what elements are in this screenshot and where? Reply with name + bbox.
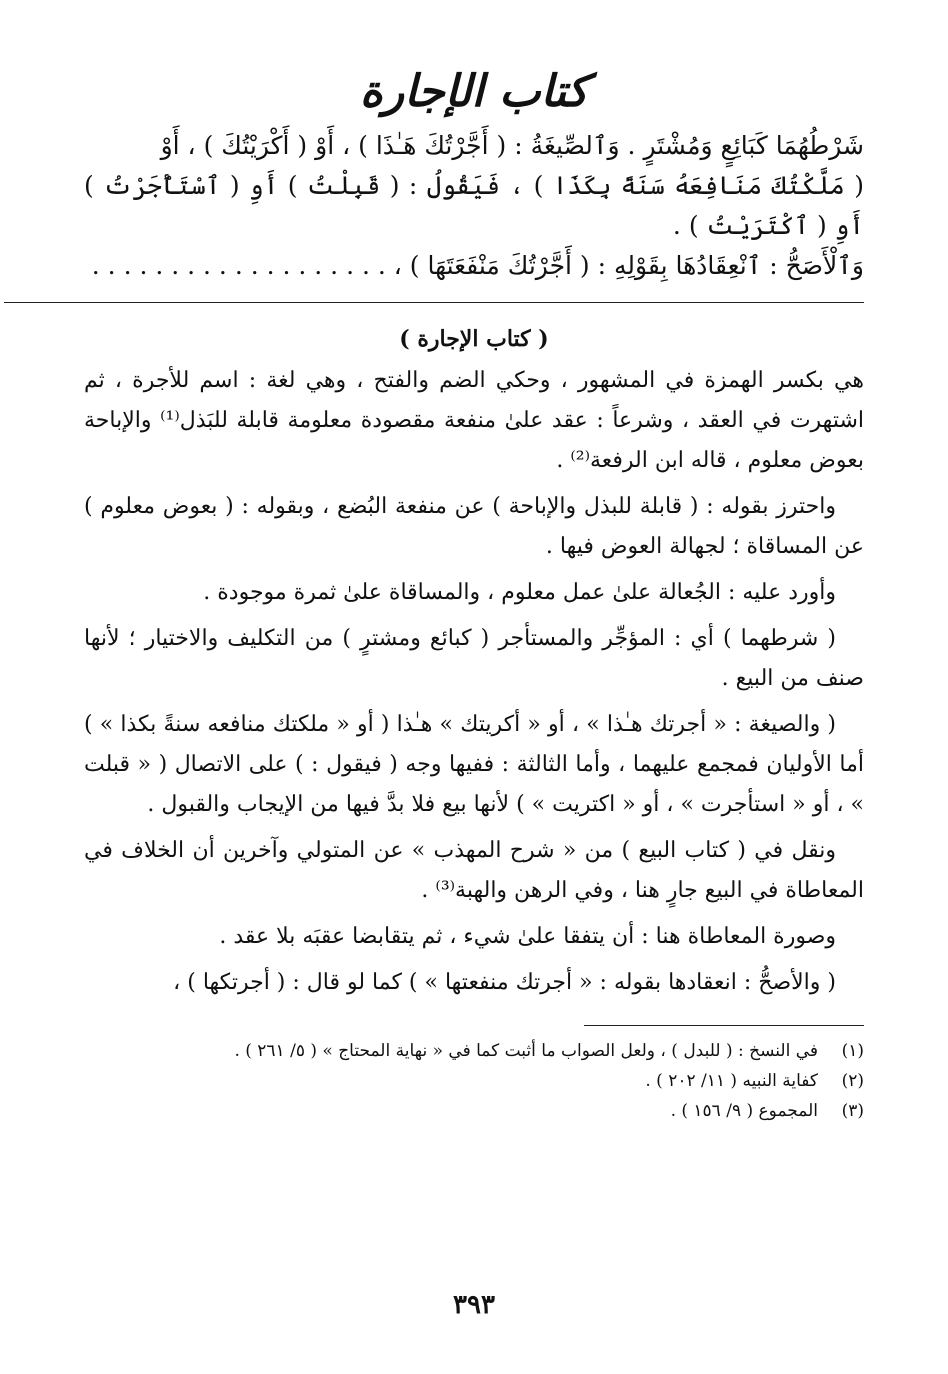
footnote-number: (٢) [841,1071,864,1091]
commentary [84,321,864,1003]
footnote-number: (٣) [841,1101,864,1121]
book-title: كتاب الإجارة [359,66,589,117]
footnote-text: في النسخ : ( للبدل ) ، ولعل الصواب ما أثبت كما في « نهاية المحتاج » ( ٥/ ٢٦١ ) . [234,1041,818,1061]
footnote [84,1096,864,1126]
commentary-paragraph: واحترز بقوله : ( قابلة للبذل والإباحة ) عن منفعة البُضع ، وبقوله : ( بعوض معلوم ) عن المساقاة ؛ لجهالة العوض فيها . [84,494,864,559]
commentary-paragraph: وأورد عليه : الجُعالة علىٰ عمل معلوم ، والمساقاة علىٰ ثمرة موجودة . [203,580,836,605]
commentary-title: ( كتاب الإجارة ) [399,326,549,352]
commentary-paragraph: ( والصيغة : « أجرتك هـٰذا » ، أو « أكريتك » هـٰذا ( أو « ملكتك منافعه سنةً بكذا » ) أما الأوليان فمجمع عليهما ، وأما الثالثة : ففيها وجه ( فيقول : ) على الاتصال ( « قبلت » ، أو « استأجرت » ، أو « اكتريت » ) لأنها بيع فلا بدَّ فيها من الإيجاب والقبول . [84,712,864,817]
commentary-paragraph: ( والأصحُّ : انعقادها بقوله : « أجرتك منفعتها » ) كما لو قال : ( أجرتكها ) ، [173,970,836,995]
page-content [84,60,864,1126]
footnotes [84,1036,864,1126]
matn-line: ( مَلَّكْتُكَ مَنَافِعَهُ سَنَةً بِكَذَا ) ، فَيَقُولُ : ( قَبِلْتُ ) أَوِ ( ٱسْتَأْجَرْتُ ) أَوِ ( ٱكْتَرَيْتُ ) . [84,171,864,240]
main-text [84,126,864,286]
matn-line: وَٱلْأَصَحُّ : ٱنْعِقَادُهَا بِقَوْلِهِ : ( أَجَّرْتُكَ مَنْفَعَتَهَا ) ، . . . . . . . . . . . . . . . . . . . [91,251,864,280]
footnote-text: المجموع ( ٩/ ١٥٦ ) . [670,1101,818,1121]
footnote [84,1066,864,1096]
footnote-divider [584,1025,864,1026]
commentary-paragraph: ( شرطهما ) أي : المؤجِّر والمستأجر ( كبائع ومشترٍ ) من التكليف والاختيار ؛ لأنها صنف من البيع . [84,626,864,691]
footnote [84,1036,864,1066]
footnote-text: كفاية النبيه ( ١١/ ٢٠٢ ) . [645,1071,818,1091]
page-number: ٣٩٣ [453,1290,495,1320]
commentary-paragraph: هي بكسر الهمزة في المشهور ، وحكي الضم والفتح ، وهي لغة : اسم للأجرة ، ثم اشتهرت في العقد ، وشرعاً : عقد علىٰ منفعة مقصودة معلومة قابلة للبَذل⁽¹⁾ والإباحة بعوض معلوم ، قاله ابن الرفعة⁽²⁾ . [84,368,865,473]
commentary-paragraph: ونقل في ( كتاب البيع ) من « شرح المهذب » عن المتولي وآخرين أن الخلاف في المعاطاة في البيع جارٍ هنا ، وفي الرهن والهبة⁽³⁾ . [84,838,864,903]
commentary-paragraph: وصورة المعاطاة هنا : أن يتفقا علىٰ شيء ، ثم يتقابضا عقبَه بلا عقد . [219,924,836,949]
section-divider [4,302,864,303]
footnote-number: (١) [841,1041,864,1061]
matn-line: شَرْطُهُمَا كَبَائِعٍ وَمُشْتَرٍ . وَٱلصِّيغَةُ : ( أَجَّرْتُكَ هَـٰذَا ) ، أَوْ ( أَكْرَيْتُكَ ) ، أَوْ [160,131,864,160]
